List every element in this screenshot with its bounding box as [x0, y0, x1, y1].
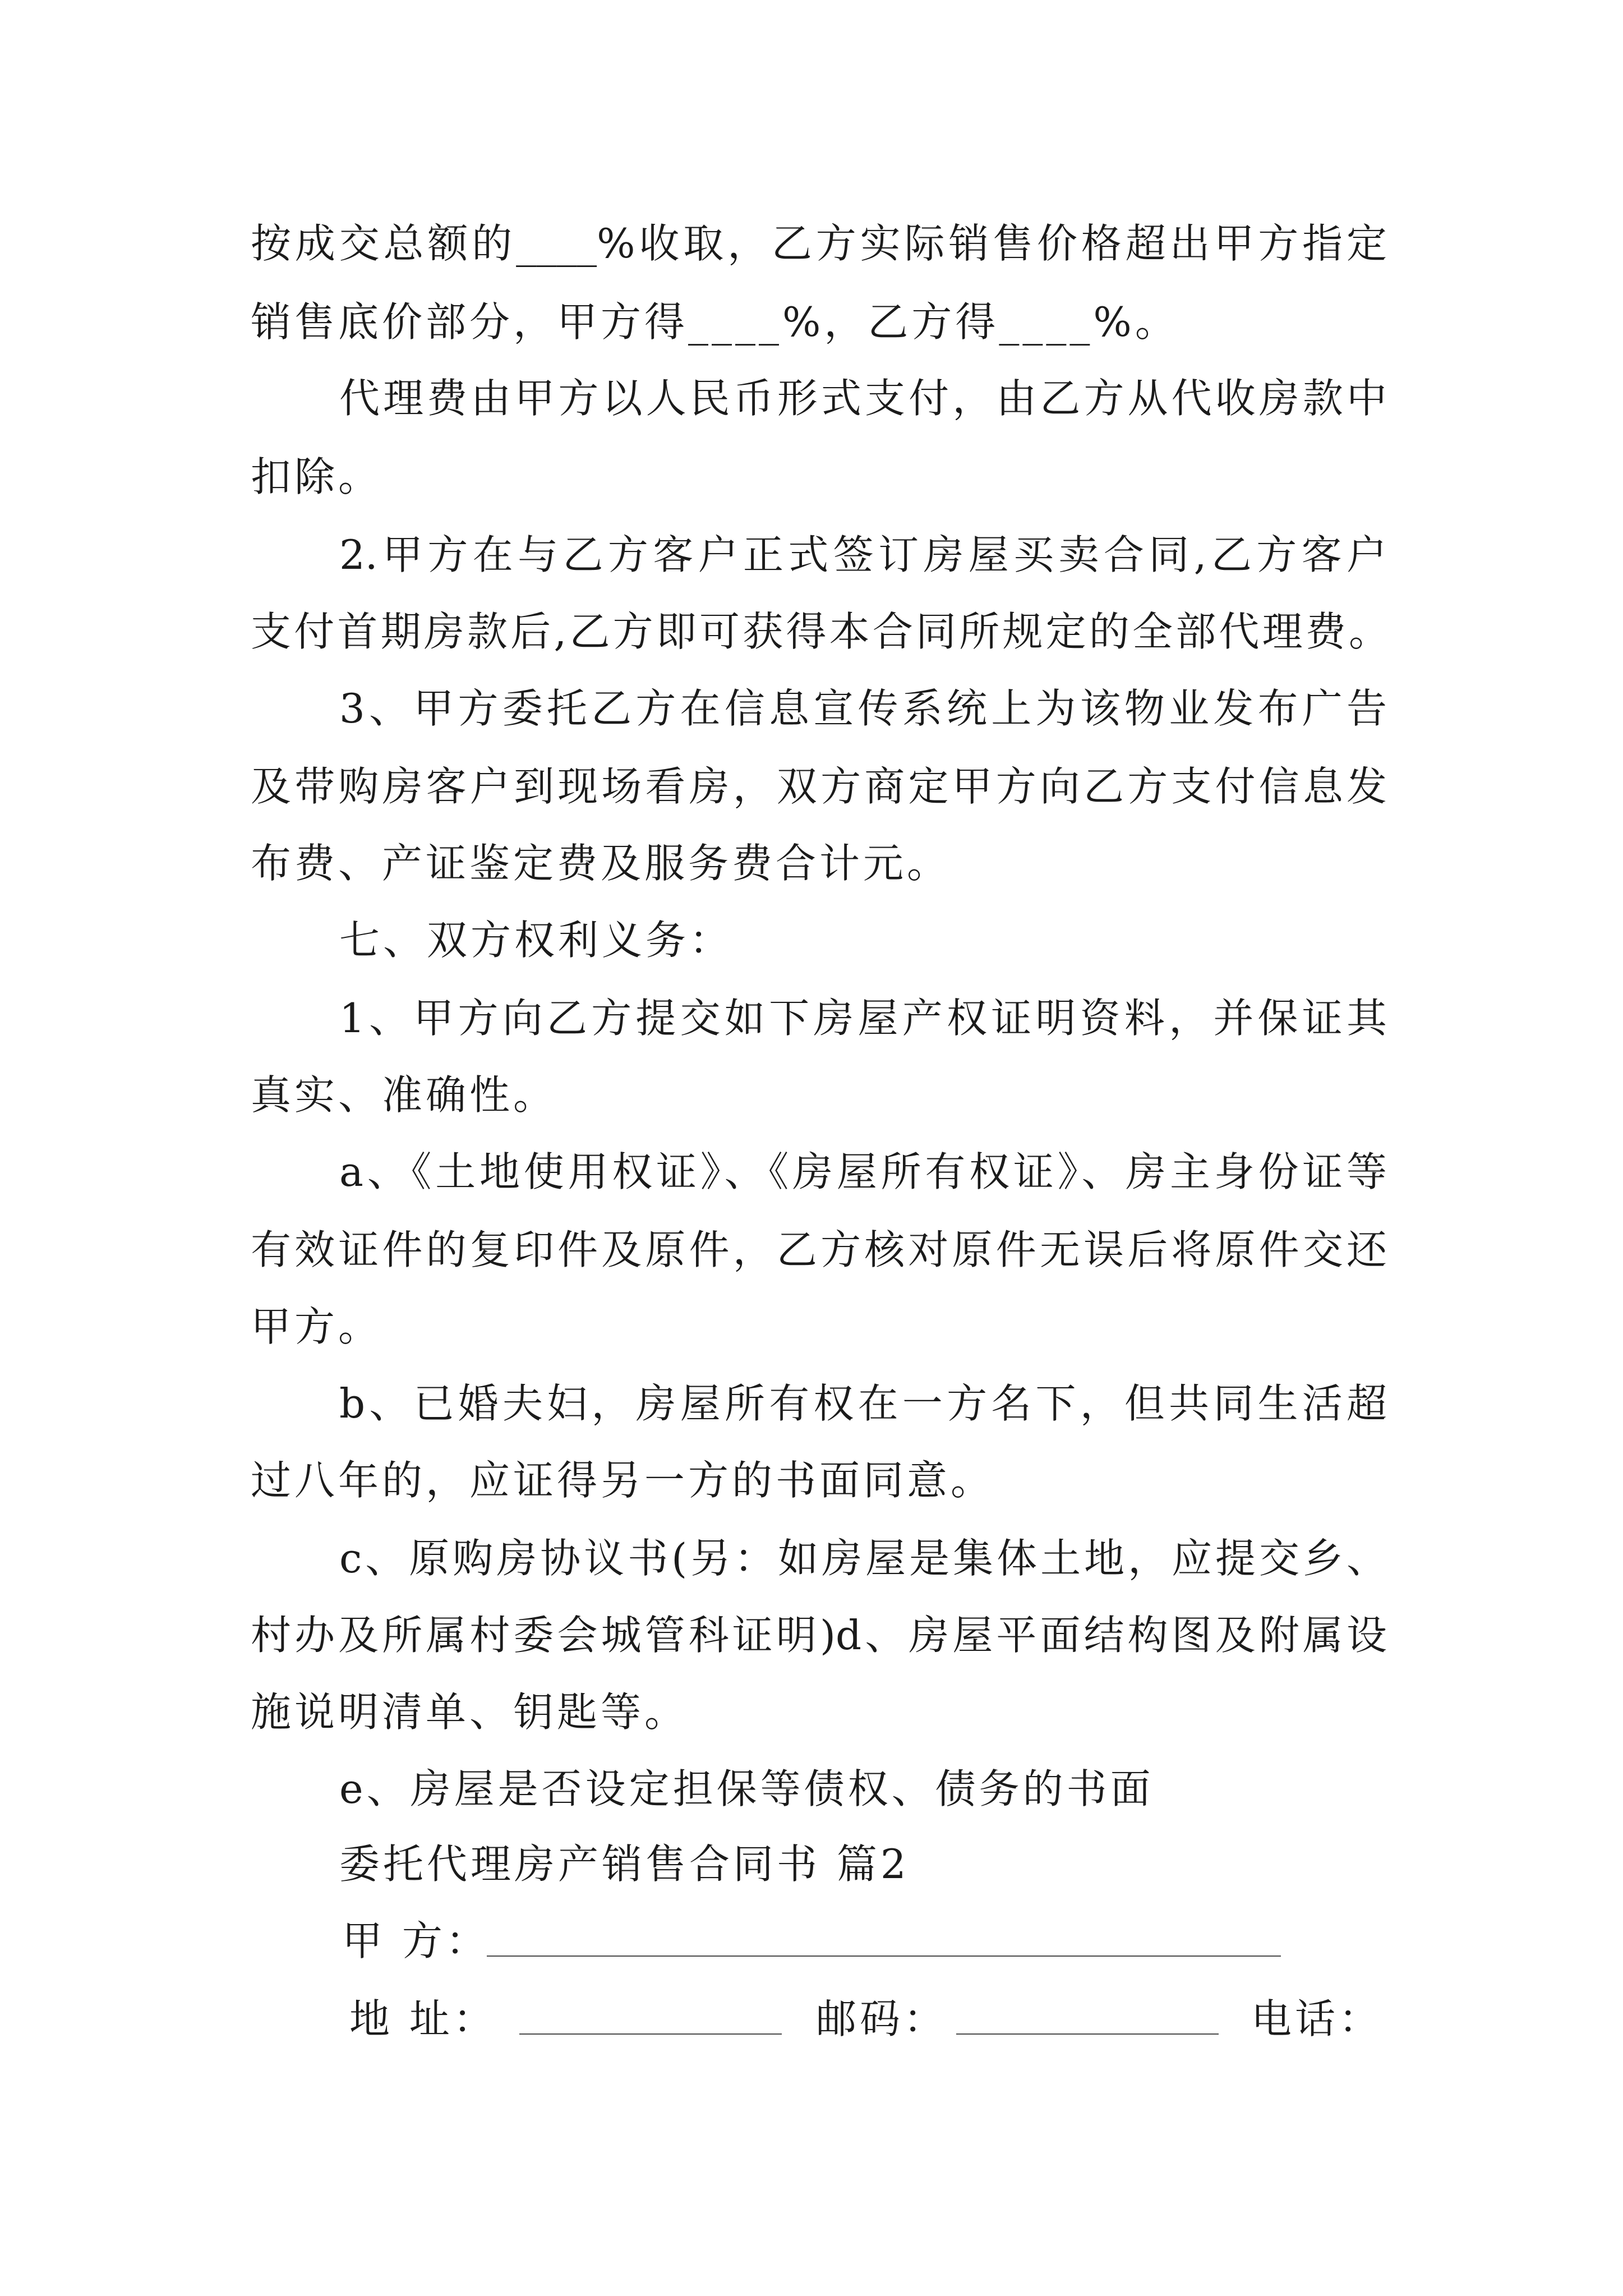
- address-label: 地 址：: [349, 1995, 497, 2042]
- document-line: 代理费由甲方以人民币形式支付，由乙方从代收房款中: [339, 375, 1387, 422]
- document-line: 及带购房客户到现场看房，双方商定甲方向乙方支付信息发: [251, 763, 1387, 810]
- postcode-blank-line: [956, 2033, 1219, 2035]
- document-line: 3、甲方委托乙方在信息宣传系统上为该物业发布广告: [339, 685, 1387, 732]
- document-line: 支付首期房款后,乙方即可获得本合同所规定的全部代理费。: [251, 608, 1389, 655]
- party-a-blank-line: [487, 1955, 1281, 1957]
- document-line: 1、甲方向乙方提交如下房屋产权证明资料，并保证其: [339, 995, 1387, 1042]
- document-line: 村办及所属村委会城管科证明)d、房屋平面结构图及附属设: [251, 1612, 1387, 1659]
- phone-label: 电话：: [1251, 1995, 1383, 2042]
- document-line: 施说明清单、钥匙等。: [251, 1688, 689, 1736]
- document-line: a、《土地使用权证》、《房屋所有权证》、房主身份证等: [339, 1148, 1387, 1195]
- document-line: 过八年的，应证得另一方的书面同意。: [251, 1457, 995, 1504]
- document-line: 布费、产证鉴定费及服务费合计元。: [251, 840, 951, 887]
- document-line: c、原购房协议书(另：如房屋是集体土地，应提交乡、: [339, 1535, 1387, 1582]
- document-line: 真实、准确性。: [251, 1071, 557, 1119]
- postcode-label: 邮码：: [816, 1995, 948, 2042]
- address-blank-line: [519, 2033, 782, 2035]
- document-line: 扣除。: [251, 453, 382, 500]
- document-line: 2.甲方在与乙方客户正式签订房屋买卖合同,乙方客户: [339, 531, 1387, 578]
- contract-section-title: 委托代理房产销售合同书 篇2: [339, 1841, 910, 1888]
- document-line: 甲方。: [251, 1303, 382, 1350]
- document-line: 按成交总额的____%收取，乙方实际销售价格超出甲方指定: [251, 220, 1387, 267]
- document-line: 销售底价部分，甲方得____%，乙方得____%。: [251, 298, 1179, 346]
- section-heading: 七、双方权利义务：: [339, 917, 734, 964]
- document-line: e、房屋是否设定担保等债权、债务的书面: [339, 1765, 1154, 1812]
- party-a-label: 甲 方：: [342, 1917, 490, 1964]
- document-line: 有效证件的复印件及原件，乙方核对原件无误后将原件交还: [251, 1226, 1387, 1273]
- document-line: b、已婚夫妇，房屋所有权在一方名下，但共同生活超: [339, 1380, 1387, 1427]
